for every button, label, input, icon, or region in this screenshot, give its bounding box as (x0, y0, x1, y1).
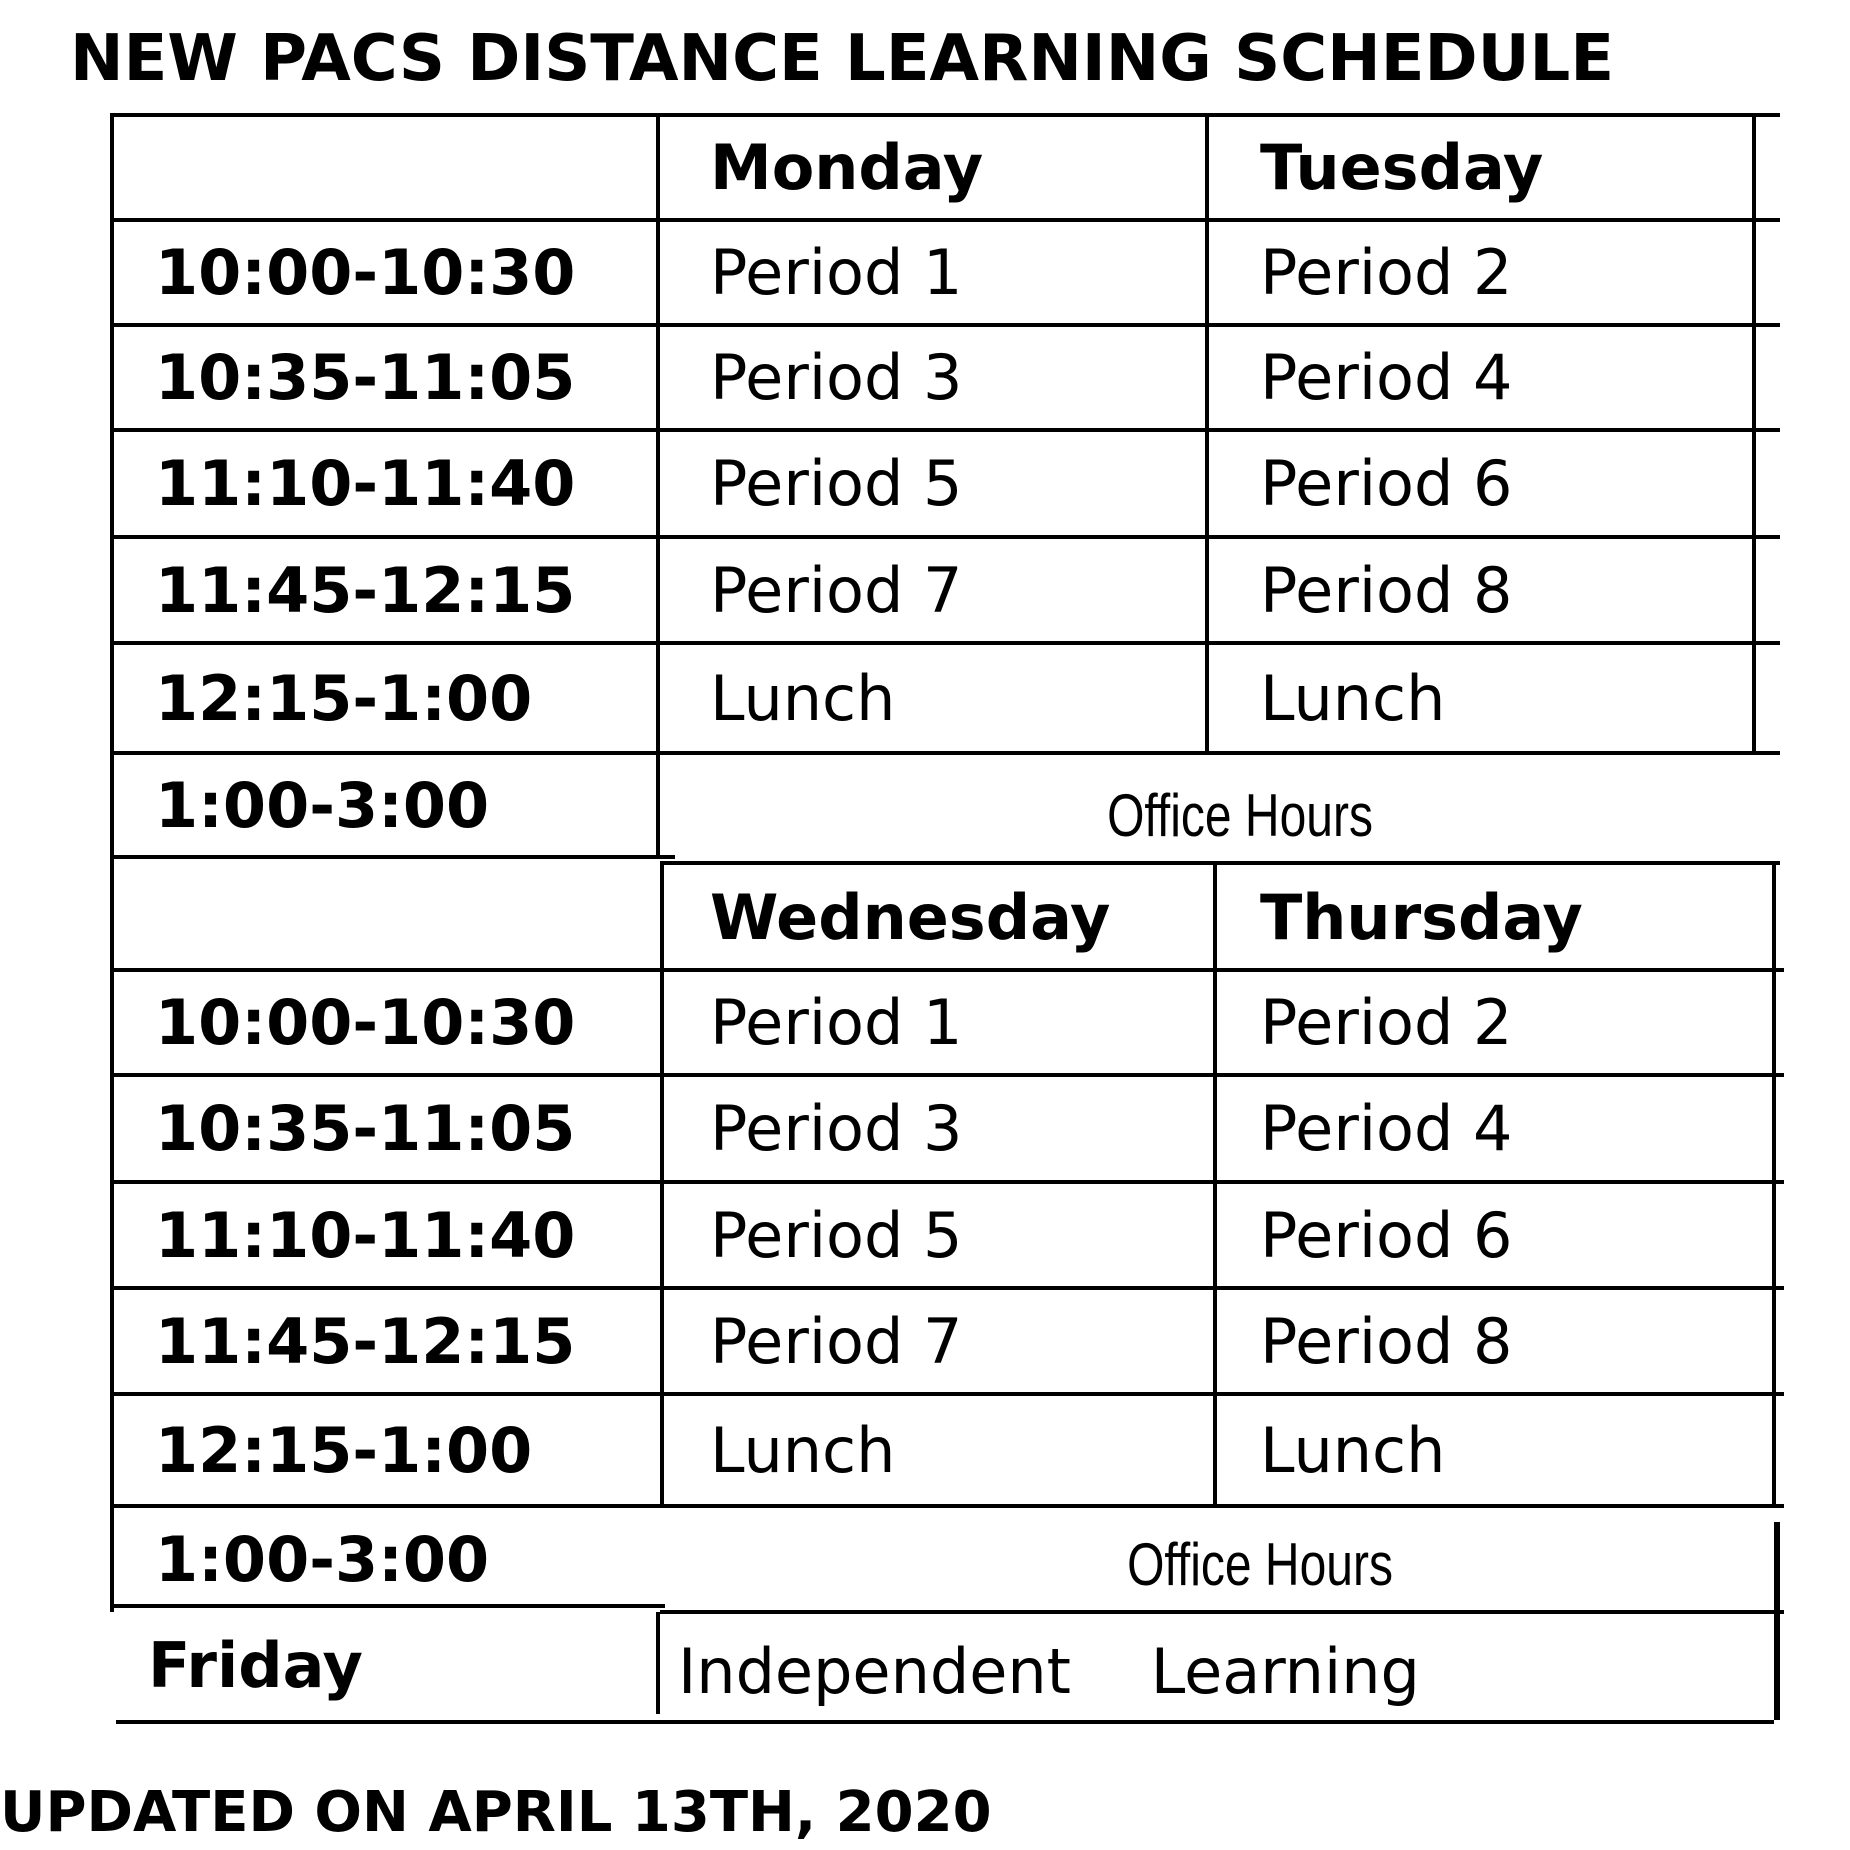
period-cell: Period 8 (1260, 553, 1513, 627)
time-slot: 11:10-11:40 (155, 447, 576, 520)
table-border (110, 1504, 1784, 1508)
table-border (110, 323, 1780, 327)
period-cell: Period 1 (710, 236, 963, 309)
table-border (1774, 1522, 1780, 1720)
period-cell: Period 7 (710, 1304, 963, 1378)
time-slot: 12:15-1:00 (155, 1413, 533, 1487)
period-cell: Period 7 (710, 553, 963, 627)
time-slot: 12:15-1:00 (155, 661, 533, 735)
table-border (110, 641, 1780, 645)
table-border (110, 751, 1780, 755)
office-hours-time: 1:00-3:00 (155, 1522, 490, 1596)
table-border (110, 1286, 1784, 1290)
table-border (110, 1073, 1784, 1077)
day-header-monday: Monday (710, 131, 984, 204)
table-border (110, 1604, 665, 1608)
table-border (110, 113, 1780, 117)
period-cell: Period 1 (710, 986, 963, 1059)
time-slot: 11:10-11:40 (155, 1198, 576, 1272)
time-slot: 11:45-12:15 (155, 553, 576, 627)
period-cell: Period 2 (1260, 986, 1513, 1059)
period-cell: Period 6 (1260, 447, 1513, 520)
time-slot: 10:35-11:05 (155, 341, 576, 414)
table-border (660, 861, 664, 1508)
time-slot: 11:45-12:15 (155, 1304, 576, 1378)
table-border (660, 968, 1784, 972)
period-cell: Period 4 (1260, 341, 1513, 414)
table-border (110, 1392, 1784, 1396)
period-cell: Period 8 (1260, 1304, 1513, 1378)
day-header-thursday: Thursday (1260, 881, 1583, 954)
office-hours-time: 1:00-3:00 (155, 769, 490, 842)
table-border (656, 113, 660, 859)
table-border (1752, 113, 1756, 755)
table-border (110, 859, 114, 1612)
period-cell: Lunch (710, 661, 896, 735)
time-slot: 10:00-10:30 (155, 986, 576, 1059)
table-border (110, 855, 675, 859)
period-cell: Lunch (1260, 661, 1446, 735)
table-border (110, 428, 1780, 432)
day-label-friday: Friday (148, 1628, 363, 1702)
period-cell: Period 3 (710, 341, 963, 414)
time-slot: 10:00-10:30 (155, 236, 576, 309)
table-border (1772, 861, 1776, 1508)
day-header-wednesday: Wednesday (710, 881, 1111, 954)
period-cell: Lunch (1260, 1413, 1446, 1487)
table-border (110, 113, 114, 859)
independent-learning-label: Independent Learning (678, 1634, 1420, 1708)
day-header-tuesday: Tuesday (1260, 131, 1544, 204)
period-cell: Period 6 (1260, 1198, 1513, 1272)
table-border (660, 1610, 1784, 1614)
table-border (1205, 113, 1209, 755)
table-border (110, 535, 1780, 539)
period-cell: Period 3 (710, 1092, 963, 1165)
period-cell: Period 5 (710, 1198, 963, 1272)
period-cell: Period 4 (1260, 1092, 1513, 1165)
table-border (116, 1720, 1774, 1724)
period-cell: Period 2 (1260, 236, 1513, 309)
table-border (656, 1612, 660, 1714)
table-border (1213, 861, 1217, 1508)
time-slot: 10:35-11:05 (155, 1092, 576, 1165)
office-hours-label: Office Hours (1107, 782, 1373, 849)
table-border (110, 968, 665, 972)
table-border (110, 1180, 1784, 1184)
updated-date: UPDATED ON APRIL 13TH, 2020 (0, 1780, 992, 1845)
period-cell: Lunch (710, 1413, 896, 1487)
office-hours-label: Office Hours (1127, 1530, 1393, 1598)
table-border (110, 218, 1780, 222)
period-cell: Period 5 (710, 447, 963, 520)
page-title: NEW PACS DISTANCE LEARNING SCHEDULE (70, 22, 1615, 96)
